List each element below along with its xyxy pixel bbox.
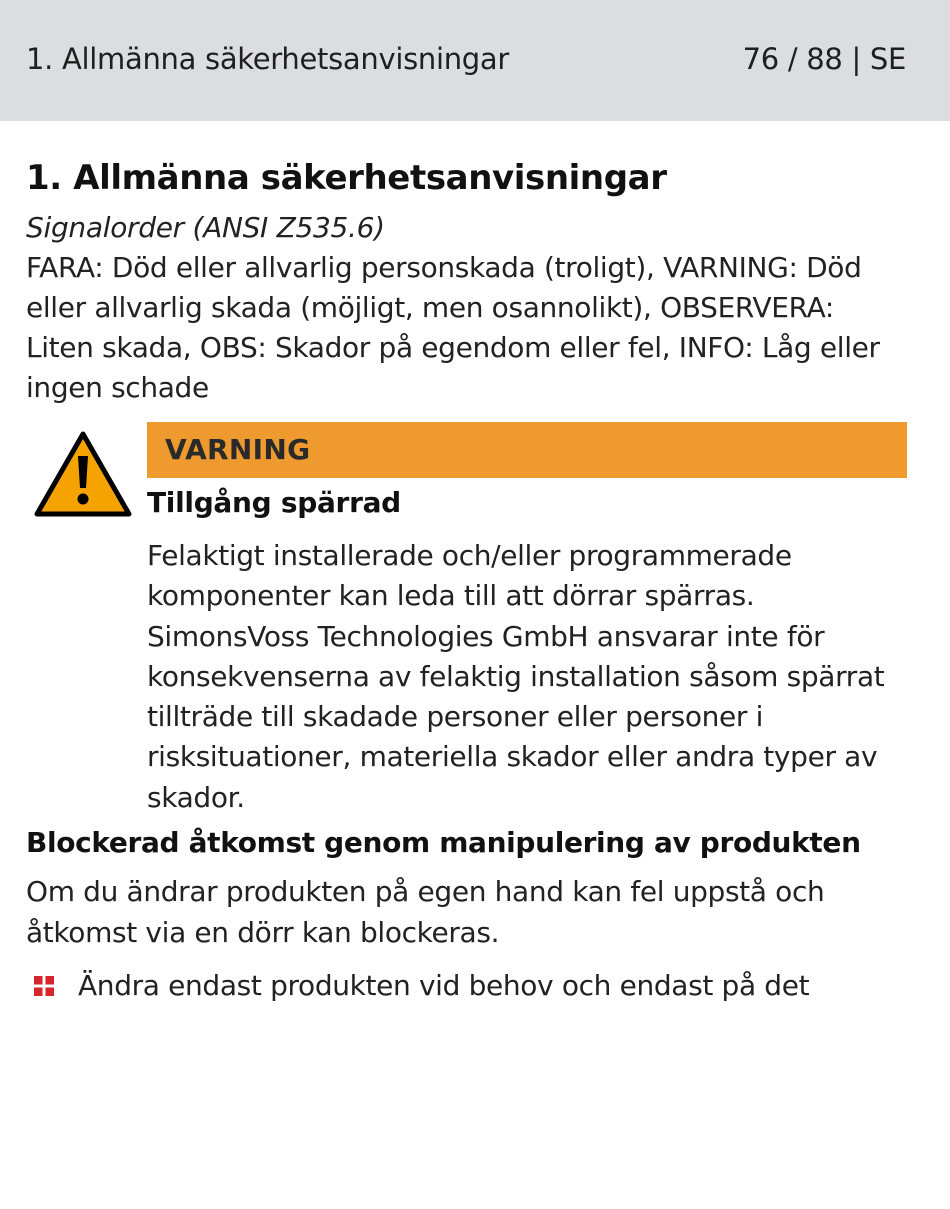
warning-heading: Tillgång spärrad xyxy=(147,486,401,519)
warning-triangle-icon xyxy=(34,430,132,518)
page-content xyxy=(26,156,926,1002)
warning-label: VARNING xyxy=(165,433,311,466)
red-square-bullet-icon xyxy=(34,976,54,996)
list-item xyxy=(26,966,926,1006)
list-item-text: Ändra endast produkten vid behov och endast på det xyxy=(78,969,810,1002)
subsection-body-text: Om du ändrar produkten på egen hand kan fel uppstå och åtkomst via en dörr kan blockeras. xyxy=(26,875,825,949)
page-indicator: 76 / 88 | SE xyxy=(742,42,906,76)
subsection-title: Blockerad åtkomst genom manipulering av produkten xyxy=(26,826,861,859)
page-header xyxy=(0,0,950,121)
signal-order-label: Signalorder (ANSI Z535.6) xyxy=(26,211,385,244)
warning-body-text: Felaktigt installerade och/eller programmerade komponenter kan leda till att dörrar spärras. SimonsVoss Technologies GmbH ansvarar inte för konsekvenserna av felaktig installation såsom spärrat tillträde till skadade personer eller personer i risksituationer, materiella skador eller andra typer av skador. xyxy=(147,539,885,814)
warning-label-bar xyxy=(147,422,907,478)
signal-order-description: FARA: Död eller allvarlig personskada (troligt), VARNING: Död eller allvarlig skada (möjligt, men osannolikt), OBSERVERA: Liten skada, OBS: Skador på egendom eller fel, INFO: Låg eller ingen schade xyxy=(26,251,880,404)
section-title: 1. Allmänna säkerhetsanvisningar xyxy=(26,158,667,198)
header-chapter-title: 1. Allmänna säkerhetsanvisningar xyxy=(26,42,510,76)
